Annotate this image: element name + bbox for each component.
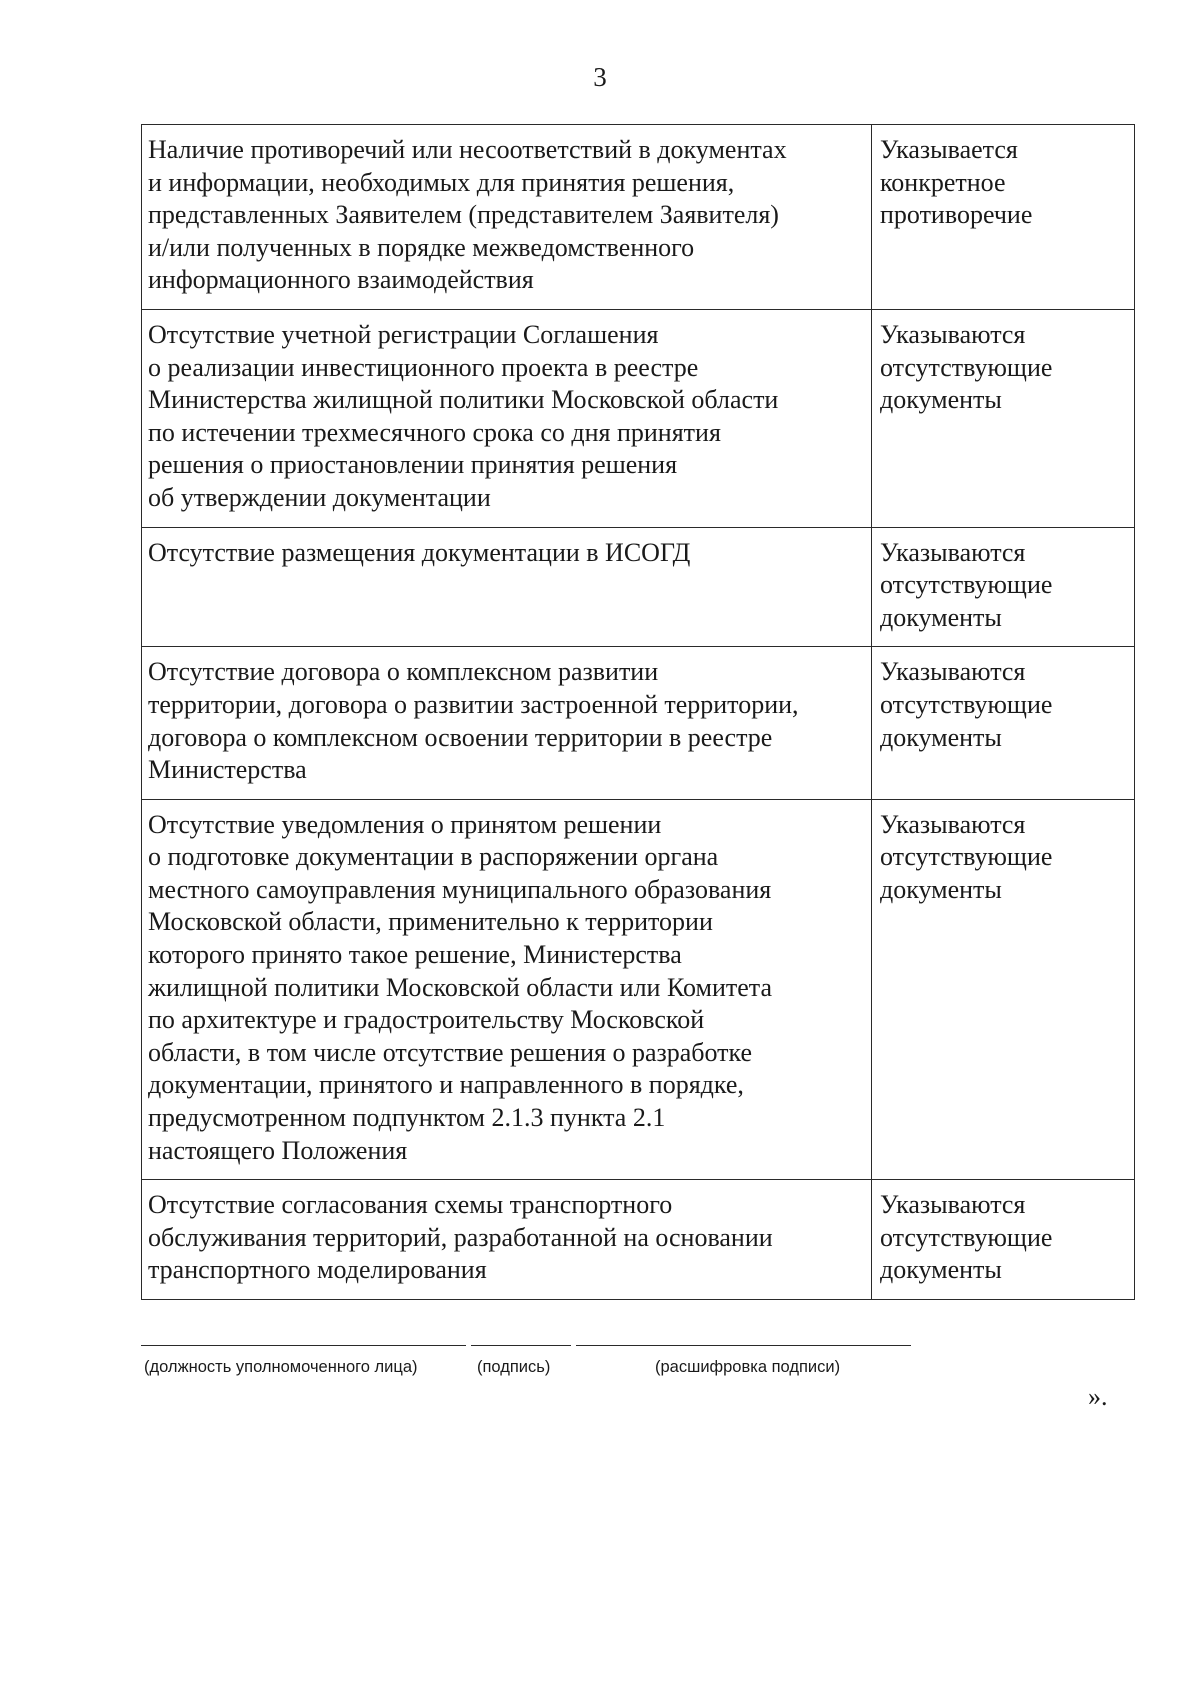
note-line: документы <box>880 1255 1002 1285</box>
reason-line: области, в том числе отсутствие решения о разработке <box>148 1037 753 1067</box>
reason-line: по архитектуре и градостроительству Московской <box>148 1005 705 1035</box>
note-line: документы <box>880 385 1002 415</box>
reason-line: по истечении трехмесячного срока со дня принятия <box>148 417 721 447</box>
table-row <box>142 125 1135 310</box>
table-row <box>142 647 1135 799</box>
reason-line: и информации, необходимых для принятия решения, <box>148 167 735 197</box>
reason-line: Отсутствие учетной регистрации Соглашения <box>148 319 659 349</box>
note-cell <box>872 125 1135 310</box>
note-line: Указывается <box>880 135 1018 164</box>
reason-line: договора о комплексном освоении территории в реестре <box>148 722 773 752</box>
note-line: Указываются <box>880 319 1026 349</box>
note-cell <box>872 799 1135 1180</box>
note-line: отсутствующие <box>880 570 1053 600</box>
note-line: противоречие <box>880 200 1033 230</box>
name-caption: (расшифровка подписи) <box>655 1358 841 1376</box>
reason-line: Министерства жилищной политики Московской области <box>148 385 779 415</box>
signature-caption: (подпись) <box>477 1358 551 1376</box>
reason-cell <box>142 647 872 799</box>
note-line: конкретное <box>880 167 1006 197</box>
name-signature-line <box>576 1345 911 1346</box>
reason-line: Отсутствие согласования схемы транспортного <box>148 1190 673 1220</box>
reason-line: Отсутствие размещения документации в ИСОГД <box>148 537 691 567</box>
reason-line: Отсутствие договора о комплексном развитии <box>148 657 659 687</box>
reason-line: Отсутствие уведомления о принятом решении <box>148 809 662 839</box>
reason-cell <box>142 309 872 527</box>
reason-line: решения о приостановлении принятия решения <box>148 450 678 480</box>
reason-line: Наличие противоречий или несоответствий в документах <box>148 135 787 164</box>
page-number: 3 <box>593 62 607 92</box>
note-line: документы <box>880 722 1002 752</box>
note-line: документы <box>880 602 1002 632</box>
reason-line: обслуживания территорий, разработанной на основании <box>148 1222 773 1252</box>
note-line: Указываются <box>880 1190 1026 1220</box>
reason-cell <box>142 1180 872 1300</box>
note-line: Указываются <box>880 537 1026 567</box>
note-cell <box>872 647 1135 799</box>
reason-line: представленных Заявителем (представителем Заявителя) <box>148 200 779 230</box>
reason-line: жилищной политики Московской области или Комитета <box>148 972 773 1002</box>
reason-line: территории, договора о развитии застроенной территории, <box>148 689 799 719</box>
table-row <box>142 527 1135 647</box>
table-row <box>142 1180 1135 1300</box>
note-cell <box>872 309 1135 527</box>
reason-line: документации, принятого и направленного в порядке, <box>148 1070 744 1100</box>
note-cell <box>872 1180 1135 1300</box>
reason-line: транспортного моделирования <box>148 1255 487 1285</box>
reason-line: Министерства <box>148 755 307 785</box>
reason-cell <box>142 125 872 310</box>
reason-line: о реализации инвестиционного проекта в реестре <box>148 352 699 382</box>
reason-line: об утверждении документации <box>148 482 491 512</box>
reason-line: Московской области, применительно к территории <box>148 907 713 937</box>
reason-line: предусмотренном подпунктом 2.1.3 пункта 2.1 <box>148 1103 666 1133</box>
table-row <box>142 799 1135 1180</box>
reason-cell <box>142 799 872 1180</box>
note-cell <box>872 527 1135 647</box>
note-line: документы <box>880 874 1002 904</box>
reason-line: информационного взаимодействия <box>148 265 534 295</box>
closing-quote-mark: ». <box>1088 1382 1108 1411</box>
position-signature-line <box>141 1345 466 1346</box>
signature-line <box>471 1345 571 1346</box>
note-line: отсутствующие <box>880 1222 1053 1252</box>
reason-line: местного самоуправления муниципального образования <box>148 874 772 904</box>
reason-line: о подготовке документации в распоряжении органа <box>148 842 719 872</box>
note-line: отсутствующие <box>880 842 1053 872</box>
note-line: отсутствующие <box>880 352 1053 382</box>
reason-line: настоящего Положения <box>148 1135 408 1165</box>
table-row <box>142 309 1135 527</box>
reason-line: которого принято такое решение, Министерства <box>148 940 682 970</box>
signature-block <box>141 1345 911 1385</box>
note-line: отсутствующие <box>880 689 1053 719</box>
reason-cell <box>142 527 872 647</box>
note-line: Указываются <box>880 657 1026 687</box>
reason-line: и/или полученных в порядке межведомственного <box>148 232 695 262</box>
position-caption: (должность уполномоченного лица) <box>144 1358 418 1376</box>
refusal-reasons-table <box>141 124 1135 1300</box>
note-line: Указываются <box>880 809 1026 839</box>
